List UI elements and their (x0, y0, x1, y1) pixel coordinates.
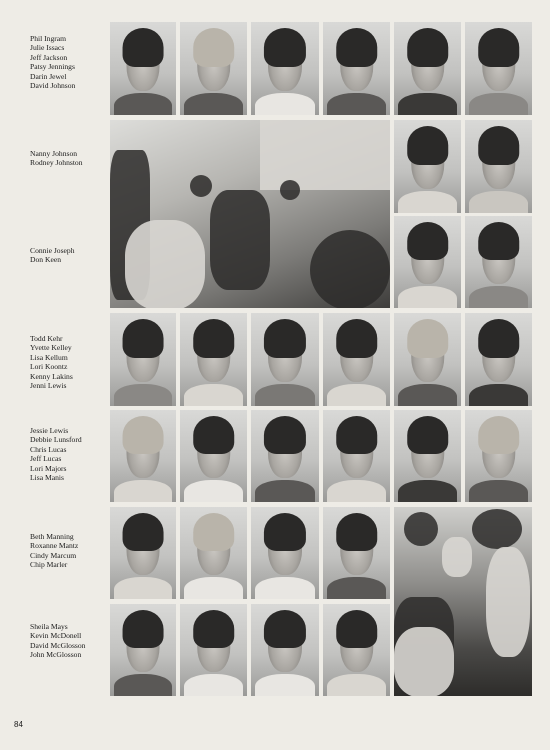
student-portrait (323, 604, 390, 696)
student-portrait (465, 410, 532, 502)
student-name: Jeff Lucas (30, 454, 62, 464)
student-portrait (180, 507, 247, 599)
name-list-row-1 (30, 34, 75, 90)
student-name: Lori Koontz (30, 362, 68, 372)
hallway-candid-photo (394, 507, 532, 696)
student-portrait (251, 604, 319, 696)
student-portrait (110, 604, 176, 696)
student-name: John McGlosson (30, 650, 82, 660)
student-name: Cindy Marcum (30, 550, 77, 560)
student-name: Kevin McDonell (30, 631, 82, 641)
student-name: Darin Jewel (30, 71, 67, 81)
student-name: Nanny Johnson (30, 149, 78, 158)
student-portrait (394, 410, 461, 502)
student-name: Jessie Lewis (30, 426, 69, 435)
student-name: Jeff Jackson (30, 52, 68, 62)
student-portrait (110, 410, 176, 502)
student-name: David McGlosson (30, 640, 86, 650)
student-name: Rodney Johnston (30, 158, 83, 168)
name-list-row-4 (30, 334, 73, 390)
student-portrait (180, 313, 247, 406)
student-portrait (110, 22, 176, 115)
student-name: Phil Ingram (30, 34, 67, 43)
student-portrait (465, 22, 532, 115)
student-portrait (323, 507, 390, 599)
name-list-row-3 (30, 246, 75, 265)
name-list-row-6 (30, 532, 78, 570)
student-portrait (394, 120, 461, 213)
student-portrait (251, 313, 319, 406)
student-portrait (251, 410, 319, 502)
student-portrait (180, 22, 247, 115)
student-name: Beth Manning (30, 532, 74, 541)
student-name: Lisa Manis (30, 473, 64, 483)
student-portrait (394, 22, 461, 115)
student-portrait (465, 216, 532, 308)
student-name: Roxanne Mantz (30, 541, 79, 551)
classroom-candid-photo (110, 120, 390, 308)
student-name: Jenni Lewis (30, 381, 67, 391)
student-portrait (323, 410, 390, 502)
student-portrait (180, 410, 247, 502)
student-name: Julie Issacs (30, 43, 65, 53)
student-portrait (323, 313, 390, 406)
student-name: Don Keen (30, 255, 61, 265)
student-name: Chip Marler (30, 560, 68, 570)
student-portrait (394, 313, 461, 406)
name-list-row-5 (30, 426, 82, 482)
student-portrait (251, 507, 319, 599)
student-name: Connie Joseph (30, 246, 75, 255)
student-portrait (251, 22, 319, 115)
student-portrait (110, 507, 176, 599)
student-name: David Johnson (30, 81, 76, 91)
student-name: Todd Kehr (30, 334, 63, 343)
student-name: Yvette Kelley (30, 343, 72, 353)
student-name: Lori Majors (30, 463, 67, 473)
student-name: Chris Lucas (30, 444, 67, 454)
student-portrait (180, 604, 247, 696)
student-name: Patsy Jennings (30, 62, 75, 72)
student-name: Kenny Lakins (30, 371, 73, 381)
student-portrait (394, 216, 461, 308)
name-list-row-2 (30, 149, 83, 168)
student-name: Lisa Kellum (30, 352, 68, 362)
student-portrait (110, 313, 176, 406)
student-name: Sheila Mays (30, 622, 68, 631)
name-list-row-7 (30, 622, 85, 660)
student-name: Debbie Lunsford (30, 435, 82, 445)
student-portrait (465, 120, 532, 213)
page-number: 84 (14, 720, 23, 729)
student-portrait (465, 313, 532, 406)
student-portrait (323, 22, 390, 115)
